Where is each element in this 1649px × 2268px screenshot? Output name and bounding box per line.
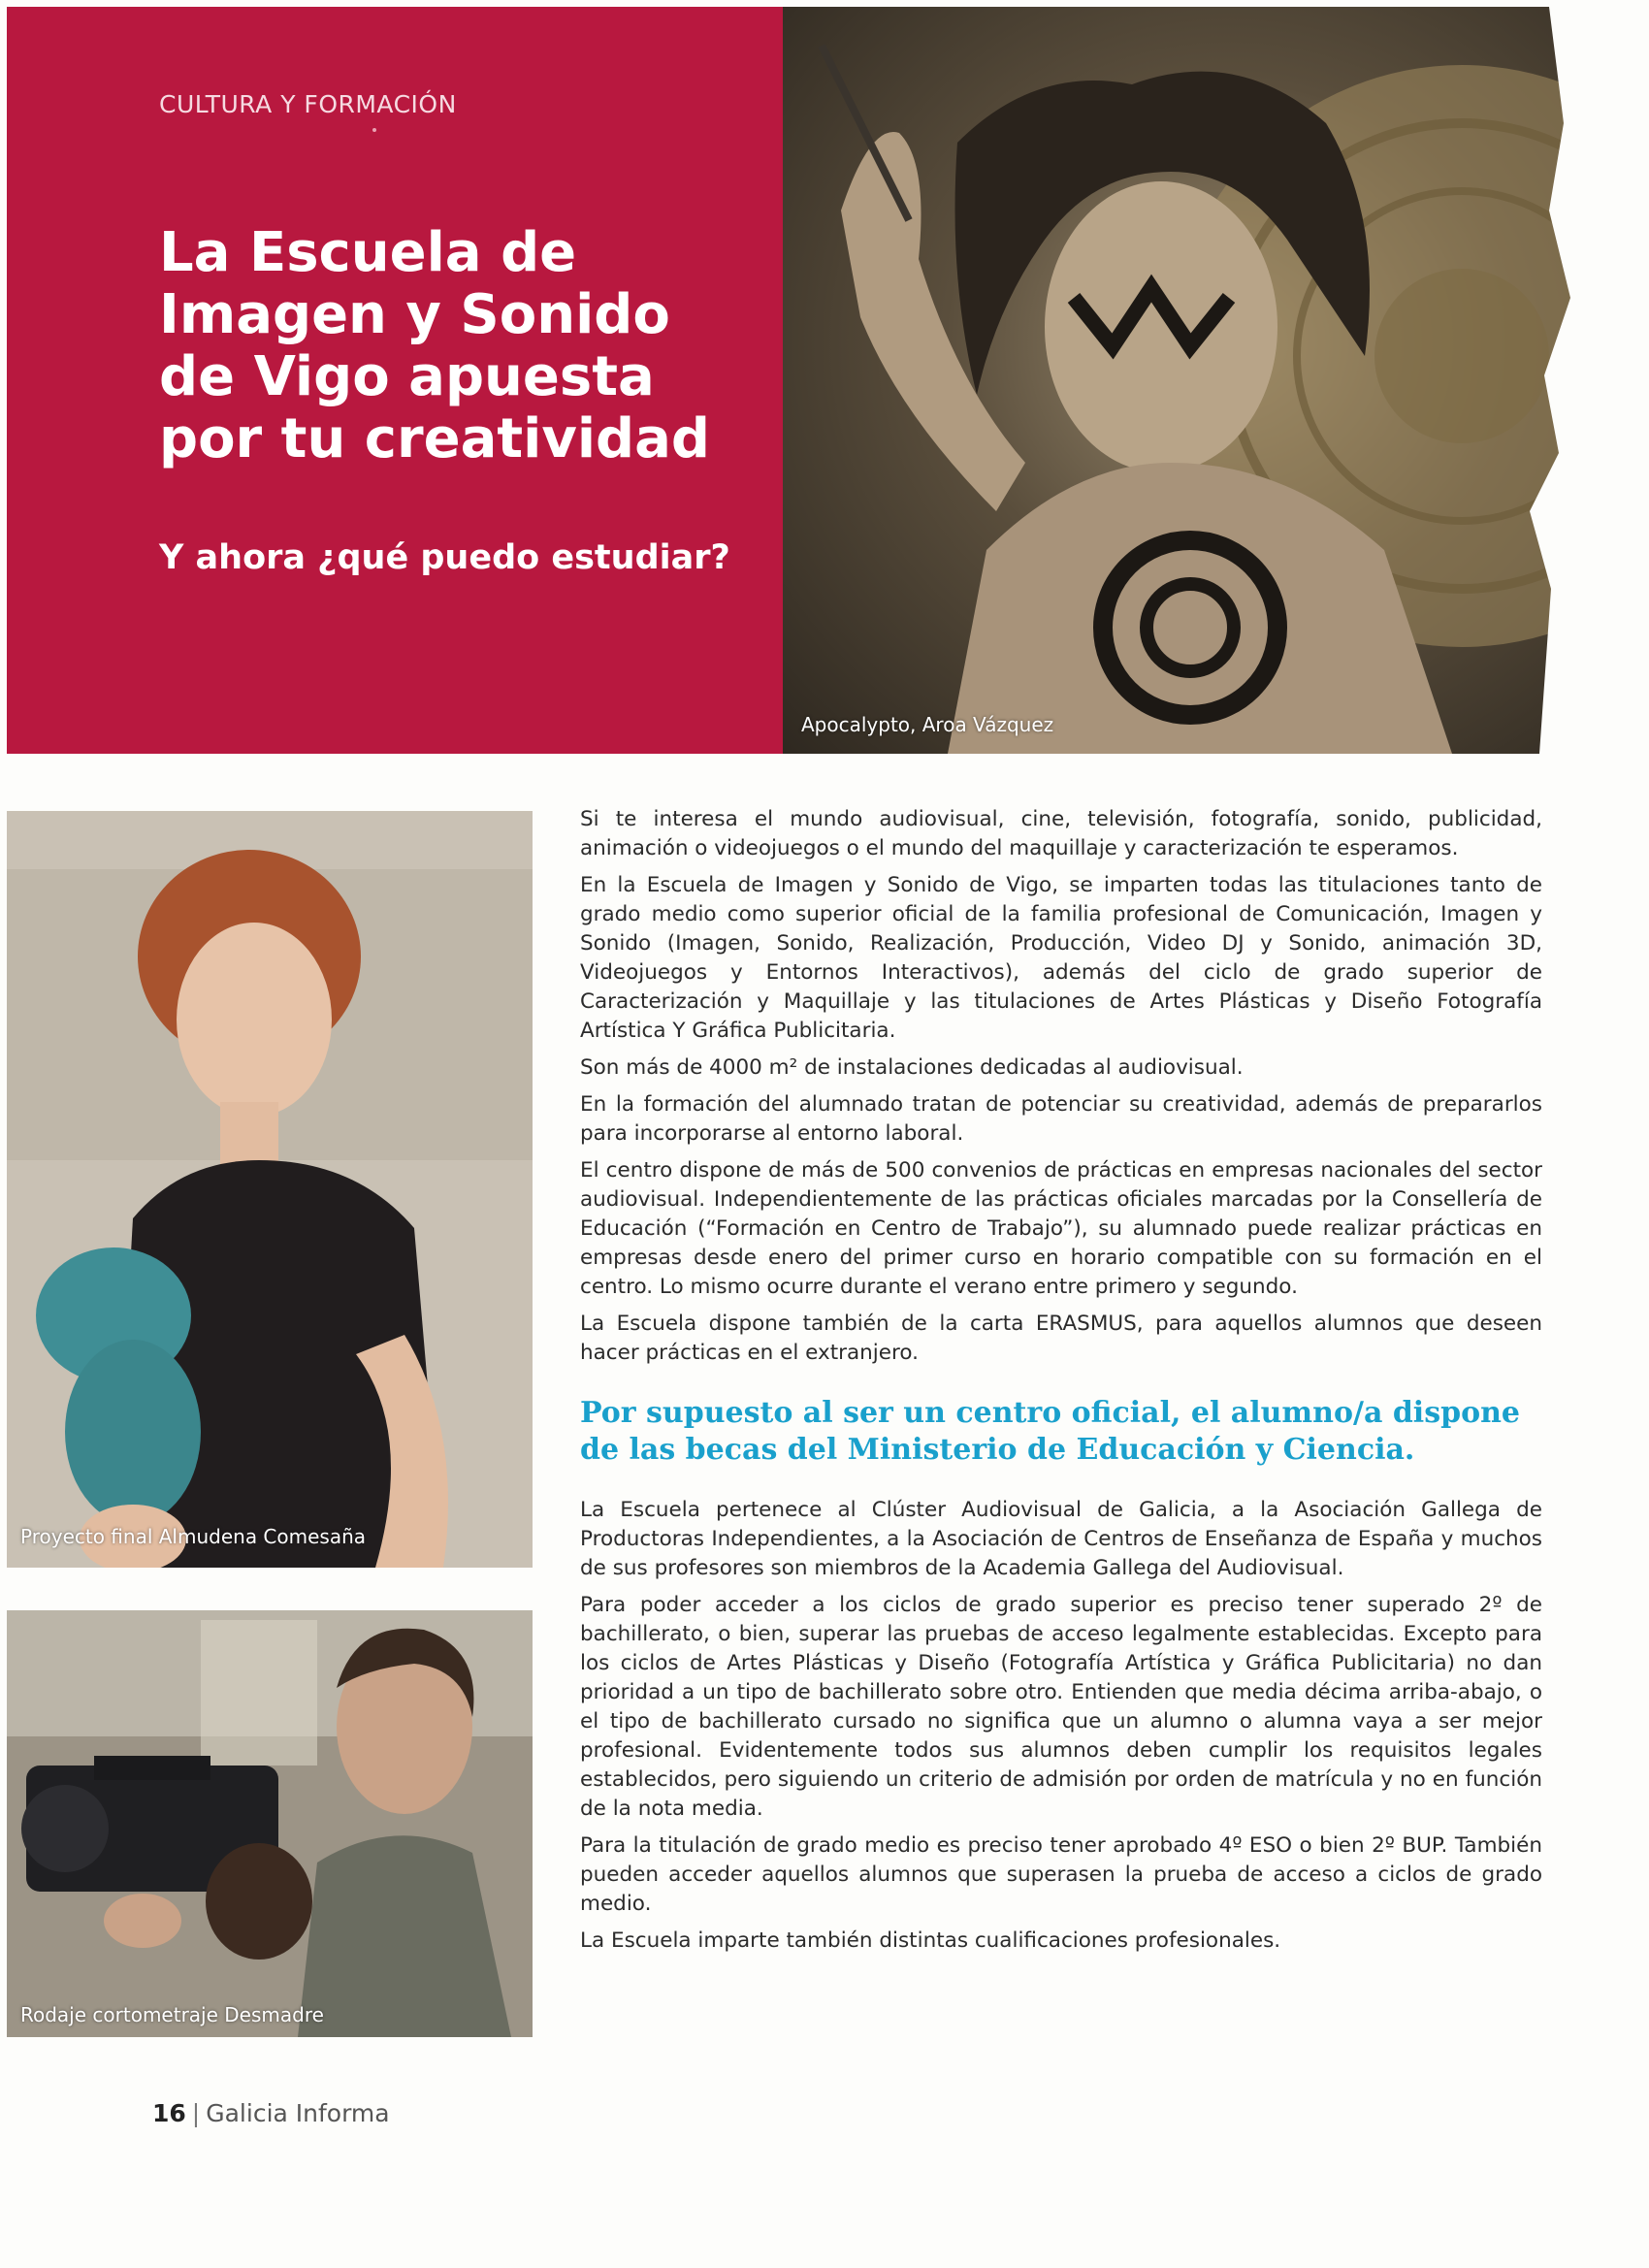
article-paragraph: La Escuela pertenece al Clúster Audiovisual de Galicia, a la Asociación Gallega de Productoras Independientes, a la Asociación de Centros de Enseñanza de España y muchos de sus profesores son miembros de la Academia Gallega del Audiovisual. [580,1498,1542,1580]
hero-photo [783,7,1595,754]
section-label: CULTURA Y FORMACIÓN [159,90,457,118]
photo-film-shoot-caption: Rodaje cortometraje Desmadre [20,2003,324,2026]
article-paragraph: El centro dispone de más de 500 convenios de prácticas en empresas nacionales del sector audiovisual. Independientemente de las prácticas oficiales marcadas por la Consellería de Educación (“Formación en Centro de Trabajo”), su alumnado puede realizar prácticas en empresas desde enero del primer curso en horario compatible con su formación en el centro. Lo mismo ocurre durante el verano entre primero y segundo. [580,1158,1542,1299]
publication-name: Galicia Informa [206,2099,390,2127]
header-panel [7,7,783,754]
page-subtitle: Y ahora ¿qué puedo estudiar? [159,538,730,577]
page-title: La Escuela de Imagen y Sonido de Vigo apuesta por tu creatividad [159,221,711,470]
article-paragraph: Para la titulación de grado medio es preciso tener aprobado 4º ESO o bien 2º BUP. También pueden acceder aquellos alumnos que superasen la prueba de acceso a ciclos de grado medio. [580,1833,1542,1916]
page-number: 16 [152,2099,186,2127]
page-footer [152,2099,390,2127]
article-paragraph: Si te interesa el mundo audiovisual, cine, televisión, fotografía, sonido, publicidad, animación o videojuegos o el mundo del maquillaje y caracterización te esperamos. [580,807,1542,860]
hero-photo-illustration [783,7,1595,754]
article-paragraph: La Escuela dispone también de la carta ERASMUS, para aquellos alumnos que deseen hacer prácticas en el extranjero. [580,1312,1542,1365]
photo-student-project [7,811,533,1568]
footer-separator: | [191,2099,201,2127]
photo-film-shoot [7,1610,533,2037]
article-paragraph: La Escuela imparte también distintas cualificaciones profesionales. [580,1928,1281,1953]
decorative-dot [372,128,376,132]
article-paragraph: Para poder acceder a los ciclos de grado superior es preciso tener superado 2º de bachillerato, o bien, superar las pruebas de acceso legalmente establecidas. Excepto para los ciclos de Artes Plásticas y Diseño (Fotografía Artística y Gráfica Publicitaria) no dan prioridad a un tipo de bachillerato sobre otro. Entienden que media décima arriba-abajo, o el tipo de bachillerato cursado no significa que un alumno o alumna vaya a ser mejor profesional. Evidentemente todos sus alumnos deben cumplir los requisitos legales establecidos, pero siguiendo un criterio de admisión por orden de matrícula y no en función de la nota media. [580,1593,1542,1821]
hero-photo-caption: Apocalypto, Aroa Vázquez [801,713,1054,736]
film-shoot-illustration [7,1610,533,2037]
pull-quote: Por supuesto al ser un centro oficial, el alumno/a dispone de las becas del Ministerio de Educación y Ciencia. [580,1396,1520,1467]
article-paragraph: Son más de 4000 m² de instalaciones dedicadas al audiovisual. [580,1055,1244,1080]
article-body [580,805,1542,1963]
photo-student-project-caption: Proyecto final Almudena Comesaña [20,1525,367,1548]
article-paragraph: En la Escuela de Imagen y Sonido de Vigo, se imparten todas las titulaciones tanto de grado medio como superior oficial de la familia profesional de Comunicación, Imagen y Sonido (Imagen, Sonido, Realización, Producción, Video DJ y Sonido, animación 3D, Videojuegos y Entornos Interactivos), además del ciclo de grado superior de Caracterización y Maquillaje y las titulaciones de Artes Plásticas y Diseño Fotografía Artística Y Gráfica Publicitaria. [580,873,1542,1043]
student-project-illustration [7,811,533,1568]
article-paragraph: En la formación del alumnado tratan de potenciar su creatividad, además de prepararlos para incorporarse al entorno laboral. [580,1092,1542,1146]
